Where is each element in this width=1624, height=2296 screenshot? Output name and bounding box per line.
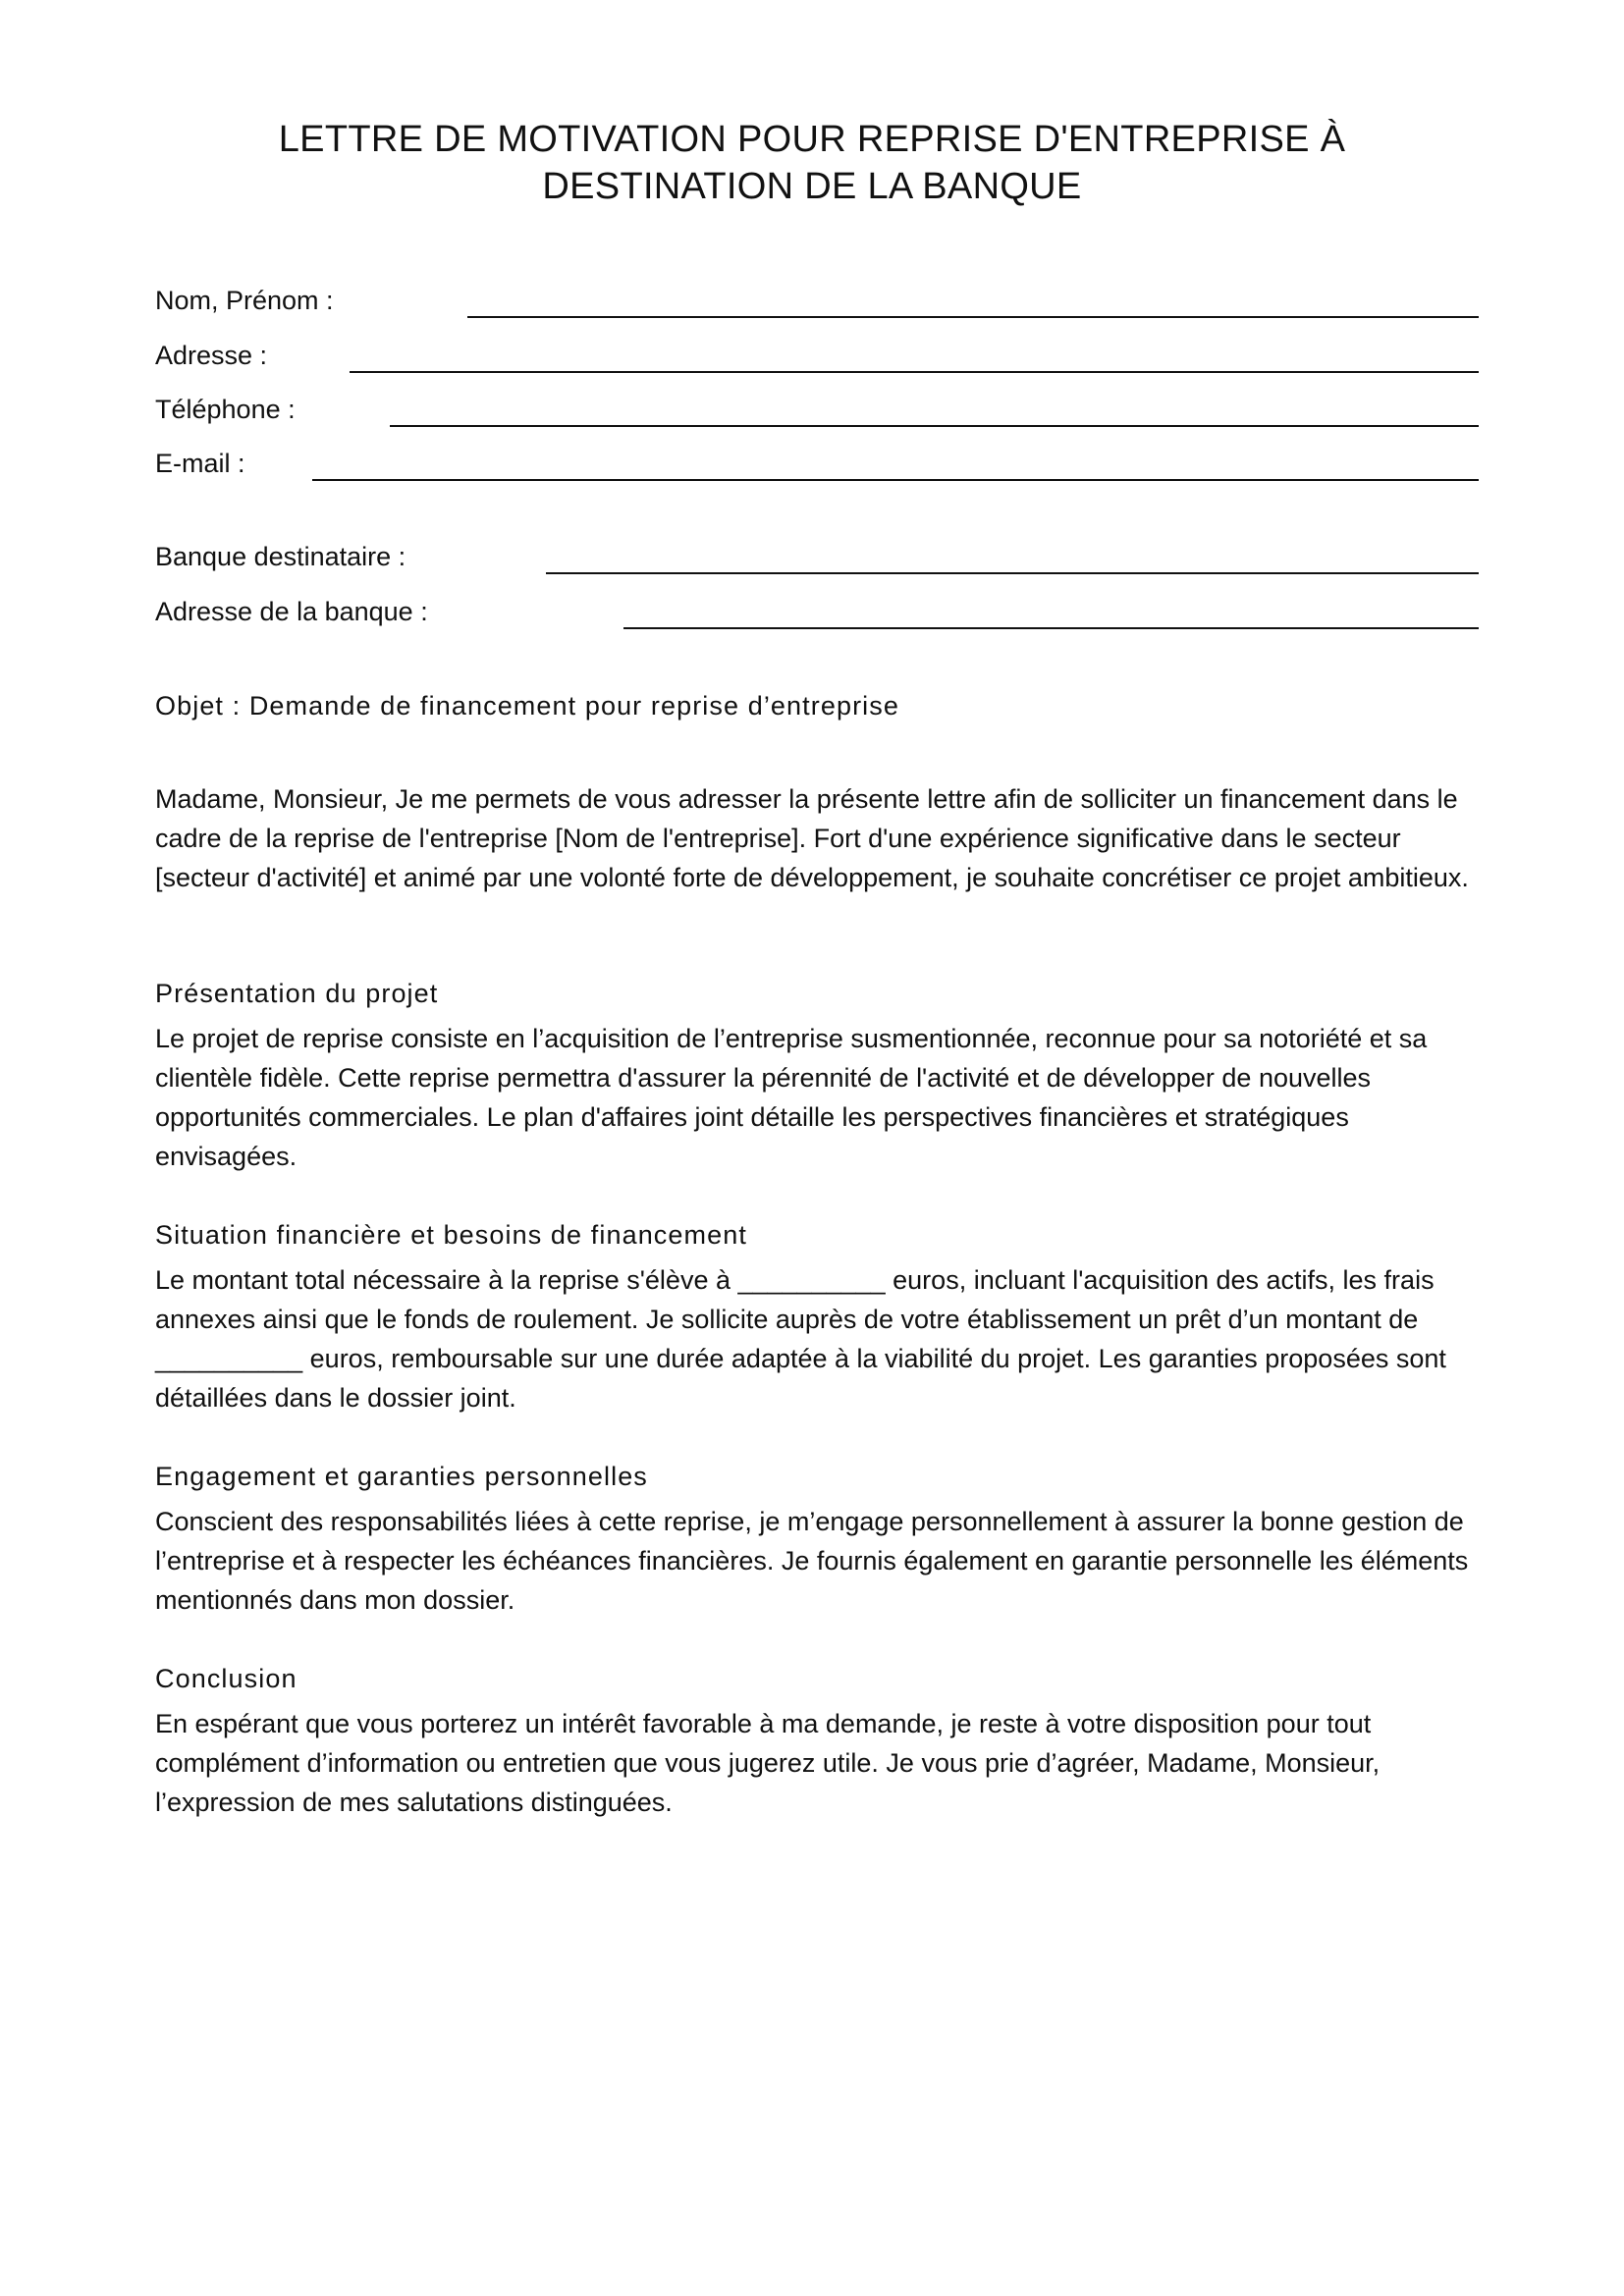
phone-field-label: Téléphone : <box>155 395 296 424</box>
letter-subject: Objet : Demande de financement pour reprise d’entreprise <box>155 691 899 721</box>
bank-field-label: Banque destinataire : <box>155 542 406 571</box>
email-field[interactable] <box>155 446 1479 485</box>
address-field[interactable] <box>155 338 1479 377</box>
name-field-line[interactable] <box>467 316 1479 318</box>
section-heading-project: Présentation du projet <box>155 979 439 1008</box>
bank-address-field-line[interactable] <box>623 627 1479 629</box>
document-title <box>0 116 1624 210</box>
address-field-line[interactable] <box>350 371 1479 373</box>
section-body-financing: Le montant total nécessaire à la reprise s'élève à __________ euros, incluant l'acquisition des actifs, les frais annexes ainsi que le fonds de roulement. Je sollicite auprès de votre établissement un prêt d’un montant de __________ euros, remboursable sur une durée adaptée à la viabilité du projet. Les garanties proposées sont détaillées dans le dossier joint. <box>155 1265 1446 1413</box>
document-title-line-1: LETTRE DE MOTIVATION POUR REPRISE D'ENTREPRISE À <box>278 119 1346 160</box>
section-heading-commitment: Engagement et garanties personnelles <box>155 1462 648 1491</box>
address-field-label: Adresse : <box>155 341 268 370</box>
bank-field[interactable] <box>155 539 1479 578</box>
section-heading-financing: Situation financière et besoins de financement <box>155 1220 747 1250</box>
bank-address-field-label: Adresse de la banque : <box>155 597 428 626</box>
document-title-line-2: DESTINATION DE LA BANQUE <box>542 166 1082 207</box>
intro-paragraph: Madame, Monsieur, Je me permets de vous adresser la présente lettre afin de solliciter un financement dans le cadre de la reprise de l'entreprise [Nom de l'entreprise]. Fort d'une expérience significative dans le secteur [secteur d'activité] et animé par une volonté forte de développement, je souhaite concrétiser ce projet ambitieux. <box>155 784 1469 892</box>
email-field-line[interactable] <box>312 479 1479 481</box>
phone-field-line[interactable] <box>390 425 1479 427</box>
section-heading-conclusion: Conclusion <box>155 1664 298 1693</box>
section-body-conclusion: En espérant que vous porterez un intérêt favorable à ma demande, je reste à votre disposition pour tout complément d’information ou entretien que vous jugerez utile. Je vous prie d’agréer, Madame, Monsieur, l’expression de mes salutations distinguées. <box>155 1709 1380 1817</box>
name-field-label: Nom, Prénom : <box>155 286 334 315</box>
name-field[interactable] <box>155 283 1479 322</box>
section-body-project: Le projet de reprise consiste en l’acquisition de l’entreprise susmentionnée, reconnue pour sa notoriété et sa clientèle fidèle. Cette reprise permettra d'assurer la pérennité de l'activité et de développer de nouvelles opportunités commerciales. Le plan d'affaires joint détaille les perspectives financières et stratégiques envisagées. <box>155 1024 1428 1171</box>
bank-field-line[interactable] <box>546 572 1479 574</box>
phone-field[interactable] <box>155 392 1479 431</box>
section-body-commitment: Conscient des responsabilités liées à cette reprise, je m’engage personnellement à assurer la bonne gestion de l’entreprise et à respecter les échéances financières. Je fournis également en garantie personnelle les éléments mentionnés dans mon dossier. <box>155 1507 1469 1615</box>
bank-address-field[interactable] <box>155 594 1479 633</box>
email-field-label: E-mail : <box>155 449 245 478</box>
